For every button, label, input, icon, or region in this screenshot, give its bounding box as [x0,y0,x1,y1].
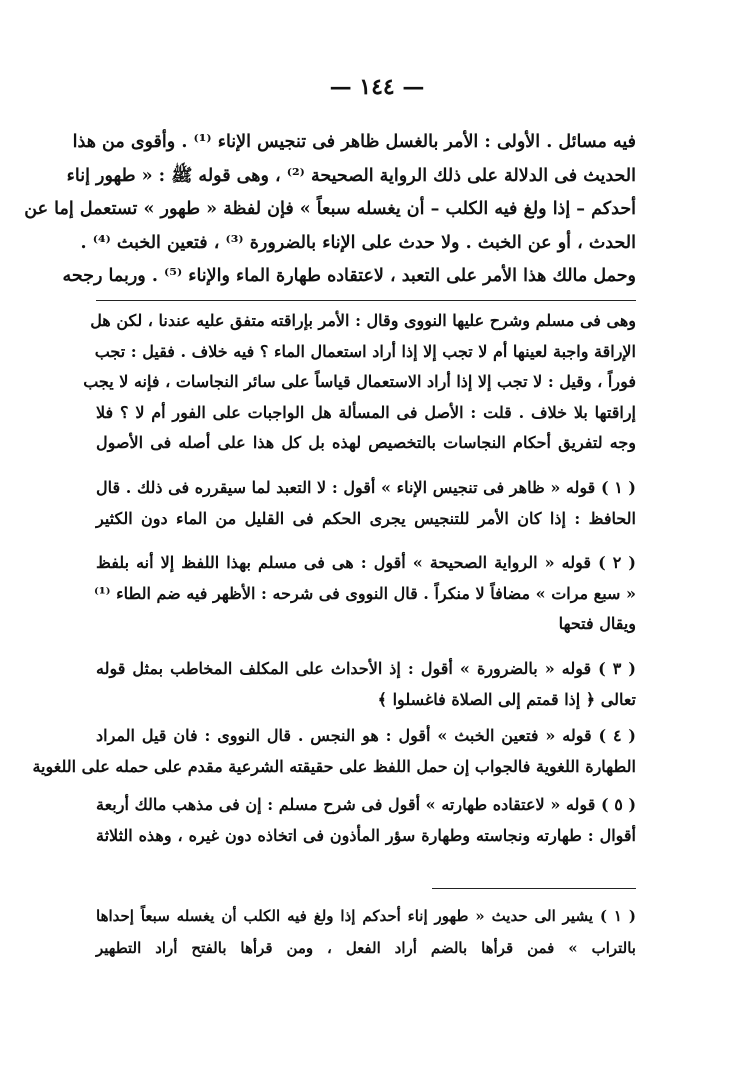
note-line: ( ٥ ) قوله « لاعتقاده طهارته » أقول فى شرح مسلم : إن فى مذهب مالك أربعة [96,795,637,815]
main-text-line: أحدكم – إذا ولغ فيه الكلب – أن يغسله سبعاً » فإن لفظة « طهور » تستعمل إما عن [24,199,636,220]
commentary-line: إراقتها بلا خلاف . قلت : الأصل فى المسألة هل الواجبات على الفور أم لا ؟ فلا [96,402,636,422]
main-divider [96,300,636,301]
note-3 [96,654,636,715]
note-line: تعالى ﴿ إذا قمتم إلى الصلاة فاغسلوا ﴾ [377,689,636,709]
commentary-line: فوراً ، وقيل : لا تجب إلا إذا أراد الاستعمال قياساً على سائر النجاسات ، فإنه لا يجب [83,372,636,392]
commentary-continuation [83,306,636,459]
note-line: ( ٢ ) قوله « الرواية الصحيحة » أقول : هى فى مسلم بهذا اللفظ إلا أنه بلفظ [96,553,636,573]
main-text-line: الحديث فى الدلالة على ذلك الرواية الصحيحة ⁽²⁾ ، وهى قوله ﷺ : « طهور إناء [66,165,636,186]
footnote-divider [432,888,636,889]
note-line: ( ١ ) قوله « ظاهر فى تنجيس الإناء » أقول : لا التعبد لما سيقرره فى ذلك . قال [96,477,636,497]
note-1 [96,473,636,534]
footnote-line: ( ١ ) يشير الى حديث « طهور إناء أحدكم إذا ولغ فيه الكلب أن يغسله سبعاً إحداها [96,907,636,925]
note-line: الطهارة اللغوية فالجواب إن حمل اللفظ على حقيقته الشرعية مقدم على حمله على اللغوية [32,756,636,776]
note-line: الحافظ : إذا كان الأمر للتنجيس يجرى الحكم فى القليل من الماء دون الكثير [96,508,636,528]
footnote-line: بالتراب » فمن قرأها بالضم أراد الفعل ، ومن قرأها بالفتح أراد التطهير [96,939,636,957]
note-4 [32,721,637,782]
main-text-line: الحدث ، أو عن الخبث . ولا حدث على الإناء بالضرورة ⁽³⁾ ، فتعين الخبث ⁽⁴⁾ . [80,232,636,253]
footnotes [96,900,636,964]
commentary-line: الإراقة واجبة لعينها أم لا تجب إلا إذا أراد استعمال الماء ؟ فيه خلاف . فقيل : تجب [94,341,636,361]
main-text-line: فيه مسائل . الأولى : الأمر بالغسل ظاهر فى تنجيس الإناء ⁽¹⁾ . وأقوى من هذا [72,132,636,152]
note-line: ( ٤ ) قوله « فتعين الخبث » أقول : هو النجس . قال النووى : فان قيل المراد [96,726,637,746]
note-line: « سبع مرات » مضافاً لا منكراً . قال النووى فى شرحه : الأظهر فيه ضم الطاء ⁽¹⁾ [94,583,636,603]
commentary-line: وهى فى مسلم وشرح عليها النووى وقال : الأمر بإراقته متفق عليه عندنا ، لكن هل [90,311,636,330]
note-5 [96,790,636,851]
page-number: — ١٤٤ — [329,74,425,100]
note-2 [96,548,636,640]
note-line: ( ٣ ) قوله « بالضرورة » أقول : إذ الأحداث على المكلف المخاطب بمثل قوله [96,658,637,678]
commentary [32,306,637,852]
commentary-line: وجه لتفريق أحكام النجاسات بالتخصيص لهذه بل كل هذا على أصله فى الأصول [96,433,636,453]
main-text [24,126,636,294]
note-line: ويقال فتحها [558,614,636,634]
note-line: أقوال : طهارته ونجاسته وطهارة سؤر المأذون فى اتخاذه دون غيره ، وهذه الثلاثة [96,825,636,845]
main-text-line: وحمل مالك هذا الأمر على التعبد ، لاعتقاده طهارة الماء والإناء ⁽⁵⁾ . وربما رجحه [62,266,636,287]
